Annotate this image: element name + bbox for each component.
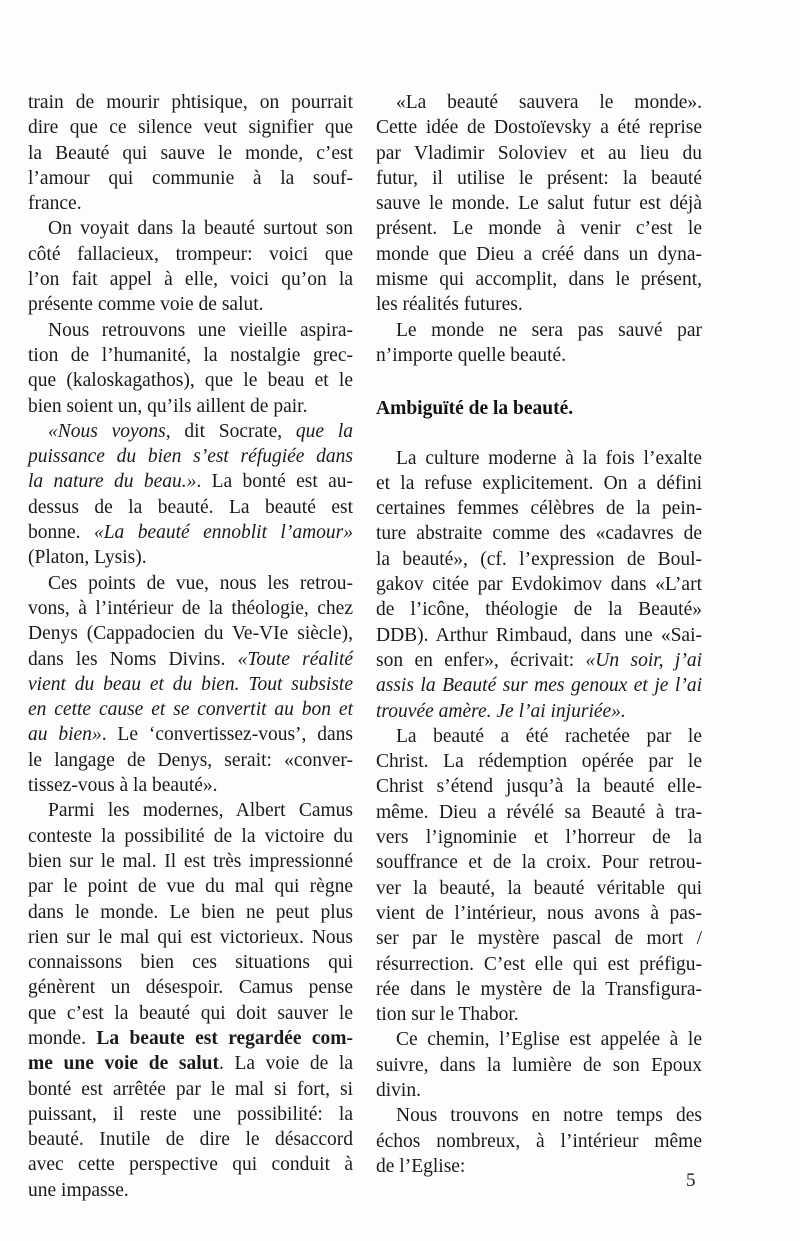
text-line: train de mourir phtisique, on pourrait [28,92,353,113]
plain-text: bonne. [28,522,94,544]
text-line: Le monde ne sera pas sauvé par [396,319,702,341]
text-line [28,419,353,444]
text-line: connaissons bien ces situations qui [28,952,353,974]
italic-quote: «Nous voyons, [48,420,171,442]
text-line: échos nombreux, à l’intérieur même [376,1130,702,1152]
text-line: côté fallacieux, trompeur: voici que [28,243,353,265]
text-line: tion sur le Thabor. [376,1004,519,1026]
bold-emphasis: me une voie de salut [28,1053,219,1075]
italic-quote: «Toute réalité [237,648,354,670]
text-line: avec cette perspective qui conduit à [28,1154,353,1176]
plain-text: son en enfer», écrivait: [376,649,586,671]
text-line: La beauté a été rachetée par le [396,725,702,747]
text-line: tissez-vous à la beauté». [28,775,218,797]
text-line: ture abstraite comme des «cadavres de [376,523,702,545]
text-line [376,673,702,698]
text-line: que c’est la beauté qui doit sauver le [28,1002,353,1024]
text-line: DDB). Arthur Rimbaud, dans une «Sai- [376,624,702,646]
text-line [376,648,702,673]
text-line: tion de l’humanité, la nostalgie grec- [28,344,353,366]
text-line: par Vladimir Soloviev et au lieu du [376,142,702,164]
text-line: La culture moderne à la fois l’exalte [396,447,702,469]
text-line: l’amour qui communie à la souf- [28,167,353,189]
text-line: de l’icône, théologie de la Beauté» [376,599,702,621]
text-line: ver la beauté, la beauté véritable qui [376,877,702,899]
section-heading: Ambiguïté de la beauté. [376,398,574,420]
text-line: Ces points de vue, nous les retrou- [48,572,353,594]
text-line: et la refuse explicitement. On a défini [376,472,702,494]
left-column [28,90,353,1203]
text-line: bien soient un, qu’ils aillent de pair. [28,395,308,417]
text-line: le langage de Denys, serait: «conver- [28,749,353,771]
text-line: présente comme voie de salut. [28,294,264,316]
text-line [28,672,353,697]
page-number: 5 [686,1170,696,1191]
text-line: Christ s’étend jusqu’à la beauté elle- [376,776,702,798]
text-line: ser par le mystère pascal de mort / [376,928,702,950]
text-line: Ce chemin, l’Eglise est appelée à le [396,1029,702,1051]
text-line [28,444,353,469]
plain-text: . Le ‘convertissez-vous’, dans [101,724,353,746]
text-line: résurrection. C’est elle qui est préfigu- [376,953,702,975]
spacer [376,368,702,396]
spacer [376,422,702,446]
italic-quote: «Un soir, j’ai [585,649,702,671]
text-line: bien sur le mal. Il est très impressionné [28,850,353,872]
text-line: Christ. La rédemption opérée par le [376,751,702,773]
text-line: misme qui accomplit, dans le présent, [376,269,702,291]
plain-text: . La bonté est au- [196,471,354,493]
plain-text: . La voie de la [218,1053,353,1075]
italic-quote: puissance du bien s’est réfugiée dans [28,446,353,468]
italic-quote: assis la Beauté sur mes genoux et je l’ai [376,675,702,697]
text-line: les réalités futures. [376,294,523,316]
text-line [28,647,353,672]
text-line: n’importe quelle beauté. [376,344,567,366]
text-line: dessus de la beauté. La beauté est [28,496,353,518]
text-line: Nous retrouvons une vieille aspira- [48,319,353,341]
text-line: Cette idée de Dostoïevsky a été reprise [376,117,702,139]
text-line [28,520,353,545]
text-line: futur, il utilise le présent: la beauté [376,167,702,189]
text-line: conteste la possibilité de la victoire du [28,825,353,847]
text-line: (Platon, Lysis). [28,547,147,569]
text-line: dire que ce silence veut signifier que [28,117,353,139]
text-line: dans le monde. Le bien ne peut plus [28,901,353,923]
text-line: que (kaloskagathos), que le beau et le [28,370,353,392]
text-line: bonté est arrêtée par le mal si fort, si [28,1078,353,1100]
text-line: suivre, dans la lumière de son Epoux [376,1054,702,1076]
italic-quote: trouvée amère. Je l’ai injuriée». [376,700,626,722]
text-line: une impasse. [28,1179,129,1201]
text-line: rien sur le mal qui est victorieux. Nous [28,926,353,948]
text-line: vers l’ignominie et l’horreur de la [376,827,702,849]
text-line: sauve le monde. Le salut futur est déjà [376,193,702,215]
plain-text: dans les Noms Divins. [28,648,238,670]
text-line [28,469,353,494]
text-line: Parmi les modernes, Albert Camus [48,800,353,822]
italic-quote: en cette cause et se convertit au bon et [28,699,353,721]
text-line: même. Dieu a révélé sa Beauté à tra- [376,801,702,823]
text-line: On voyait dans la beauté surtout son [48,218,353,240]
italic-quote: «La beauté ennoblit l’amour» [93,522,353,544]
plain-text: dit Socrate, [170,420,296,442]
text-line: vons, à l’intérieur de la théologie, chez [28,597,353,619]
italic-quote: vient du beau et du bien. Tout subsiste [28,673,353,695]
text-line: Denys (Cappadocien du Ve-VIe siècle), [28,623,353,645]
right-column [376,90,702,1179]
text-line: par le point de vue du mal qui règne [28,876,353,898]
text-line: la beauté», (cf. l’expression de Boul- [376,548,702,570]
text-line: gakov citée par Evdokimov dans «L’art [376,574,702,596]
text-line: france. [28,193,82,215]
text-line: Nous trouvons en notre temps des [396,1105,702,1127]
text-line: «La beauté sauvera le monde». [396,92,702,113]
text-line [376,699,702,724]
text-line [28,1051,353,1076]
text-line: rée dans le mystère de la Transfigura- [376,978,702,1000]
italic-quote: que la [295,420,353,442]
text-line: puissant, il reste une possibilité: la [28,1103,353,1125]
text-line: certaines femmes célèbres de la pein- [376,498,702,520]
plain-text: monde. [28,1027,97,1049]
text-line: monde que Dieu a créé dans un dyna- [376,243,702,265]
text-line: de l’Eglise: [376,1155,466,1177]
text-line: vient de l’intérieur, nous avons à pas- [376,902,702,924]
text-line: divin. [376,1079,421,1101]
bold-emphasis: La beaute est regardée com- [96,1027,353,1049]
text-line: présent. Le monde à venir c’est le [376,218,702,240]
text-line [28,697,353,722]
text-line [28,722,353,747]
text-line: l’on fait appel à elle, voici qu’on la [28,269,353,291]
text-line: génèrent un désespoir. Camus pense [28,977,353,999]
text-line [28,1026,353,1051]
text-line: la Beauté qui sauve le monde, c’est [28,142,353,164]
italic-quote: la nature du beau.» [28,471,197,493]
italic-quote: au bien» [28,724,102,746]
text-line: souffrance et de la croix. Pour retrou- [376,852,702,874]
text-line: beauté. Inutile de dire le désaccord [28,1129,353,1151]
